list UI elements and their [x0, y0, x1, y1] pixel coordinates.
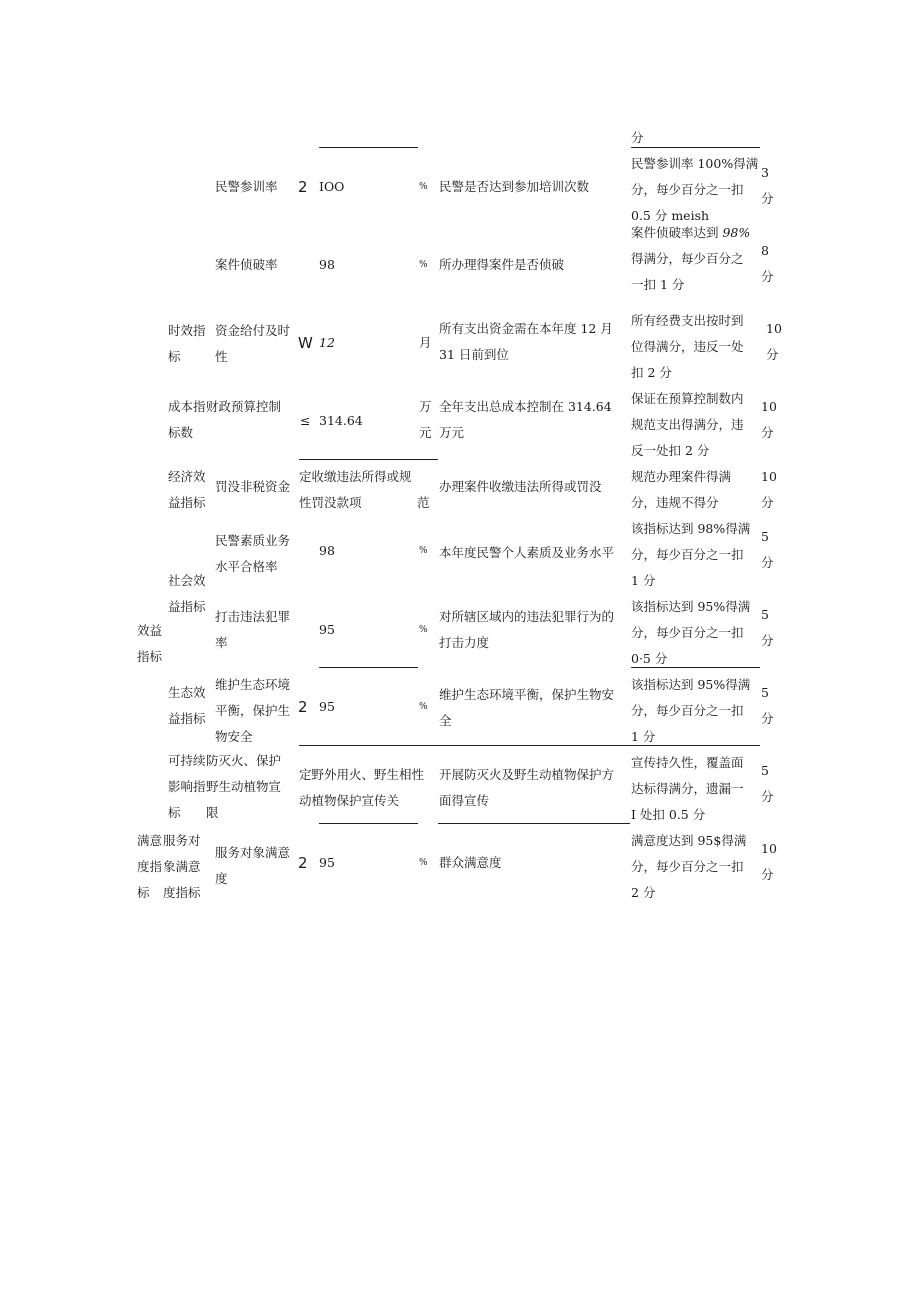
- standard-cell: 满意度达到 95$得满 分，每少百分之一扣 2 分: [631, 833, 747, 900]
- category-cell: 服务对 象满意 度指标: [163, 833, 201, 900]
- score-cell: 5 分: [761, 529, 774, 570]
- standard-cell: 该指标达到 95%得满 分，每少百分之一扣 1 分: [631, 677, 751, 744]
- standard-text-a: 案件侦破率达到: [631, 225, 723, 240]
- value-cell: 95: [319, 699, 335, 714]
- value-cell: 314.64: [319, 413, 363, 428]
- value-cell: 定收缴违法所得或规 性罚没款项: [299, 469, 412, 510]
- value-cell: 95: [319, 622, 335, 637]
- unit-cell: 月: [419, 335, 432, 350]
- standard-cell: 规范办理案件得满 分，违规不得分: [631, 469, 732, 510]
- value-cell: 定野外用火、野生相性 动植物保护宣传关: [299, 767, 425, 808]
- symbol-cell: 2: [298, 698, 308, 716]
- content-cell: 所有支出资金需在本年度 12 月 31 日前到位: [439, 321, 613, 362]
- unit-cell: %: [419, 858, 428, 868]
- standard-text-c: 得满分，每少百分之 一扣 1 分: [631, 251, 744, 292]
- rule-crime-value: [319, 667, 418, 668]
- rule-sustain-content: [438, 823, 630, 824]
- value-cell: 95: [319, 855, 335, 870]
- content-cell: 全年支出总成本控制在 314.64 万元: [439, 399, 612, 440]
- score-cell: 5 分: [761, 607, 774, 648]
- score-cell: 10 分: [761, 399, 777, 440]
- content-cell: 维护生态环境平衡，保护生物安 全: [439, 687, 615, 728]
- value-cell: 12: [319, 335, 335, 350]
- rule-value-top: [319, 147, 418, 148]
- category-cell: 生态效 益指标: [168, 685, 206, 726]
- unit-cell: %: [419, 625, 428, 635]
- content-cell: 所办理得案件是否侦破: [439, 257, 565, 272]
- score-cell: 5 分: [761, 685, 774, 726]
- indicator-cell: 罚没非税资金: [215, 479, 291, 494]
- unit-cell: 万 元: [419, 399, 432, 440]
- unit-cell: %: [419, 182, 428, 192]
- value-cell: 98: [319, 257, 335, 272]
- category-cell: 时效指 标: [168, 323, 206, 364]
- indicator-cell: 资金给付及时 性: [215, 323, 291, 364]
- indicator-cell: 维护生态环境 平衡，保护生 物安全: [215, 677, 291, 744]
- unit-cell: %: [419, 260, 428, 270]
- indicator-cell: 案件侦破率: [215, 257, 278, 272]
- standard-text-b: 98%: [722, 225, 751, 240]
- unit-cell: %: [419, 546, 428, 556]
- score-cell: 3 分: [761, 165, 774, 206]
- dimension-benefit: 效益 指标: [137, 623, 163, 664]
- score-cell: 10 分: [761, 841, 777, 882]
- rule-standard-top: [631, 147, 760, 148]
- indicator-cell: 民警素质业务 水平合格率: [215, 533, 291, 574]
- standard-cell: 保证在预算控制数内 规范支出得满分，违 反一处扣 2 分: [631, 391, 744, 458]
- category-cell: 社会效 益指标: [168, 573, 206, 614]
- unit-cell: 范: [417, 495, 430, 510]
- category-cell: 经济效 益指标: [168, 469, 206, 510]
- score-cell: 8 分: [761, 243, 774, 284]
- content-cell: 群众满意度: [439, 855, 502, 870]
- dimension-satisfaction: 满意 度指 标: [137, 833, 163, 900]
- unit-cell: %: [419, 702, 428, 712]
- indicator-cell: 打击违法犯罪 率: [215, 609, 291, 650]
- indicator-cell: 财政预算控制: [206, 399, 282, 414]
- standard-cell: 民警参训率 100%得满 分，每少百分之一扣 0.5 分 meish: [631, 156, 759, 223]
- indicator-cell: 服务对象满意 度: [215, 845, 291, 886]
- indicator-cell: 民警参训率: [215, 179, 278, 194]
- standard-cell: [631, 220, 750, 298]
- content-cell: 办理案件收缴违法所得或罚没: [439, 479, 602, 494]
- score-cell: 10 分: [761, 469, 777, 510]
- symbol-cell: ≤: [300, 413, 311, 428]
- rule-sustain-value: [319, 823, 418, 824]
- standard-cell: 该指标达到 98%得满 分，每少百分之一扣 1 分: [631, 521, 751, 588]
- symbol-cell: 2: [298, 178, 308, 196]
- standard-tail: 分: [631, 130, 644, 145]
- symbol-cell: W: [298, 334, 313, 352]
- standard-cell: 该指标达到 95%得满 分，每少百分之一扣 0·5 分: [631, 599, 751, 666]
- content-cell: 对所辖区域内的违法犯罪行为的 打击力度: [439, 609, 615, 650]
- content-cell: 开展防灭火及野生动植物保护方 面得宣传: [439, 767, 615, 808]
- category-cell: 成本指 标数: [168, 399, 206, 440]
- category-cell: 可持续 影响指 标: [168, 753, 206, 820]
- indicator-cell: 防灭火、保护 野生动植物宣 限: [206, 753, 282, 820]
- content-cell: 本年度民警个人素质及业务水平: [439, 545, 615, 560]
- score-cell: 5 分: [761, 763, 774, 804]
- standard-cell: 宣传持久性，覆盖面 达标得满分，遗漏一 I 处扣 0.5 分: [631, 755, 744, 822]
- value-cell: 98: [319, 543, 335, 558]
- value-cell: IOO: [319, 179, 345, 194]
- score-cell: 10 分: [766, 321, 782, 362]
- content-cell: 民警是否达到参加培训次数: [439, 179, 590, 194]
- rule-cost-bottom: [299, 459, 438, 460]
- standard-cell: 所有经费支出按时到 位得满分，违反一处 扣 2 分: [631, 313, 744, 380]
- symbol-cell: 2: [298, 854, 308, 872]
